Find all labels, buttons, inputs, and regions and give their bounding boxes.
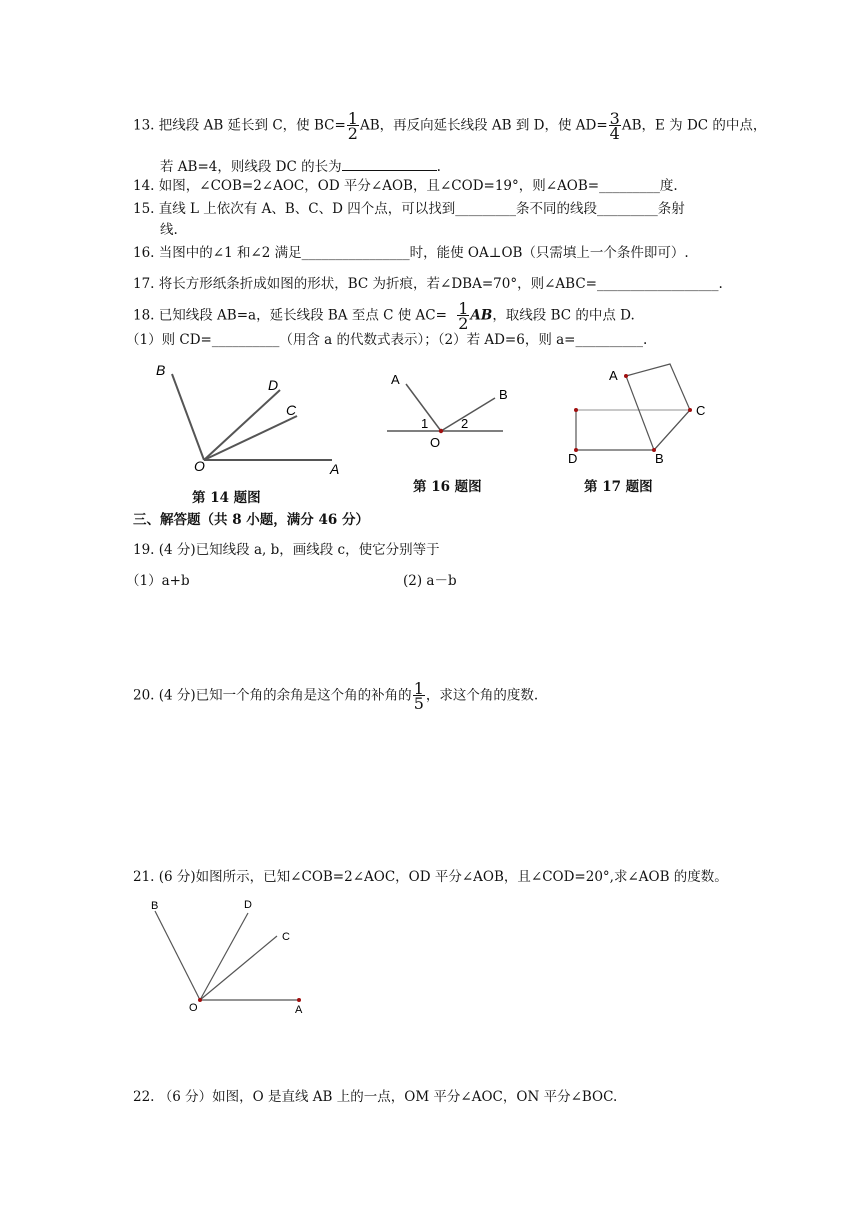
fig16-label-2: 2 bbox=[461, 416, 469, 431]
q13-number: 13. bbox=[133, 117, 155, 134]
q19-part1: （1）a+b bbox=[126, 573, 190, 589]
q20-fraction bbox=[413, 679, 425, 713]
fig21-label-d: D bbox=[244, 899, 252, 911]
q13-answer-blank[interactable] bbox=[342, 156, 437, 171]
figure-14 bbox=[150, 362, 370, 482]
q13-text-part3: AB，E 为 DC 的中点， bbox=[621, 117, 767, 134]
q18-fraction bbox=[457, 299, 469, 333]
fig14-caption: 第 14 题图 bbox=[192, 490, 261, 506]
q20-fraction-numerator: 1 bbox=[413, 679, 424, 698]
fig16-label-1: 1 bbox=[421, 416, 429, 431]
fig14-label-c: C bbox=[286, 402, 297, 418]
q20-text-part1: 20. (4 分)已知一个角的余角是这个角的补角的 bbox=[133, 687, 412, 704]
q13-fraction-ad bbox=[609, 109, 621, 143]
q13-fraction-bc-denominator: 2 bbox=[347, 124, 358, 143]
q18-fraction-denominator: 2 bbox=[458, 314, 469, 333]
q16-text: 16. 当图中的∠1 和∠2 满足________________时，能使 OA⊥OB（只需填上一个条件即可）. bbox=[133, 245, 689, 261]
fig17-caption: 第 17 题图 bbox=[584, 479, 653, 495]
fig17-point-c bbox=[688, 408, 692, 412]
fig21-label-c: C bbox=[282, 931, 290, 943]
q17-text: 17. 将长方形纸条折成如图的形状，BC 为折痕，若∠DBA=70°，则∠ABC=__________________. bbox=[133, 276, 723, 292]
fig21-label-b: B bbox=[151, 900, 159, 912]
q13-line2 bbox=[160, 156, 441, 176]
fig16-point-o bbox=[439, 429, 443, 433]
fig21-point-o bbox=[198, 998, 202, 1002]
q15-line1: 15. 直线 L 上依次有 A、B、C、D 四个点，可以找到_________条不同的线段_________条射 bbox=[133, 201, 685, 217]
fig17-label-a: A bbox=[609, 368, 618, 383]
fig17-folded-top bbox=[626, 364, 690, 410]
fig14-label-b: B bbox=[156, 362, 166, 378]
fig14-label-o: O bbox=[194, 458, 205, 474]
fig17-point-a bbox=[624, 374, 628, 378]
q20-fraction-denominator: 5 bbox=[413, 694, 424, 713]
fig21-label-o: O bbox=[189, 1002, 198, 1014]
q15-line2: 线. bbox=[160, 222, 178, 238]
q18-fraction-numerator: 1 bbox=[458, 299, 469, 318]
fig17-segment-ab bbox=[626, 376, 654, 450]
q13-text-part2: AB，再反向延长线段 AB 到 D，使 AD= bbox=[359, 117, 608, 134]
q18-line1 bbox=[133, 299, 635, 333]
q18-text-part1: 18. 已知线段 AB=a，延长线段 BA 至点 C 使 AC= bbox=[133, 307, 447, 324]
figure-16 bbox=[383, 362, 513, 452]
fig21-ray-ob bbox=[155, 911, 200, 1000]
figure-17 bbox=[560, 362, 710, 466]
fig17-point-corner bbox=[574, 408, 578, 412]
fig14-ray-od bbox=[204, 390, 280, 460]
fig21-point-a bbox=[297, 998, 301, 1002]
q19-part2: (2) a－b bbox=[403, 573, 457, 589]
q13-fraction-ad-denominator: 4 bbox=[609, 124, 620, 143]
q13-end: . bbox=[436, 159, 441, 175]
q13-fraction-bc-numerator: 1 bbox=[347, 109, 358, 128]
fig14-label-d: D bbox=[268, 377, 279, 393]
q18-text-part2: ，取线段 BC 的中点 D. bbox=[492, 307, 635, 324]
q13-text-part1: 把线段 AB 延长到 C，使 BC= bbox=[158, 117, 346, 134]
q20-text-part2: ，求这个角的度数. bbox=[425, 687, 539, 704]
fig17-label-d: D bbox=[568, 451, 578, 466]
q18-ab-italic: AB bbox=[470, 307, 493, 324]
fig14-label-a: A bbox=[330, 461, 340, 477]
fig14-ray-ob bbox=[172, 374, 204, 460]
fig17-rectangle-strip bbox=[576, 410, 690, 450]
q14-text: 14. 如图，∠COB=2∠AOC，OD 平分∠AOB，且∠COD=19°，则∠AOB=_________度. bbox=[133, 178, 678, 194]
q19-text: 19. (4 分)已知线段 a, b，画线段 c，使它分别等于 bbox=[133, 542, 440, 558]
q22-text: 22. （6 分）如图，O 是直线 AB 上的一点，OM 平分∠AOC，ON 平分∠BOC. bbox=[133, 1089, 618, 1105]
q13-fraction-bc bbox=[347, 109, 359, 143]
fig21-ray-oc bbox=[200, 936, 277, 1000]
fig17-label-b: B bbox=[655, 451, 664, 466]
q13-line1 bbox=[133, 109, 767, 143]
q21-text: 21. (6 分)如图所示，已知∠COB=2∠AOC，OD 平分∠AOB，且∠COD=20°,求∠AOB 的度数。 bbox=[133, 869, 728, 885]
fig21-ray-od bbox=[200, 913, 248, 1000]
fig17-label-c: C bbox=[696, 403, 706, 418]
fig17-crease-bc bbox=[654, 410, 690, 450]
q20-line bbox=[133, 679, 539, 713]
fig14-ray-oc bbox=[204, 416, 297, 460]
fig16-label-b: B bbox=[499, 387, 508, 402]
section3-heading: 三、解答题（共 8 小题，满分 46 分） bbox=[133, 512, 369, 528]
figure-21 bbox=[145, 895, 325, 1020]
fig16-label-o: O bbox=[430, 435, 441, 450]
fig21-label-a: A bbox=[295, 1004, 303, 1016]
fig16-caption: 第 16 题图 bbox=[413, 479, 482, 495]
q13-line2-text: 若 AB=4，则线段 DC 的长为 bbox=[160, 159, 342, 175]
fig16-label-a: A bbox=[391, 372, 400, 387]
q13-fraction-ad-numerator: 3 bbox=[609, 109, 620, 128]
q18-line2: （1）则 CD=__________（用含 a 的代数式表示）；（2）若 AD=6，则 a=__________. bbox=[126, 332, 648, 348]
